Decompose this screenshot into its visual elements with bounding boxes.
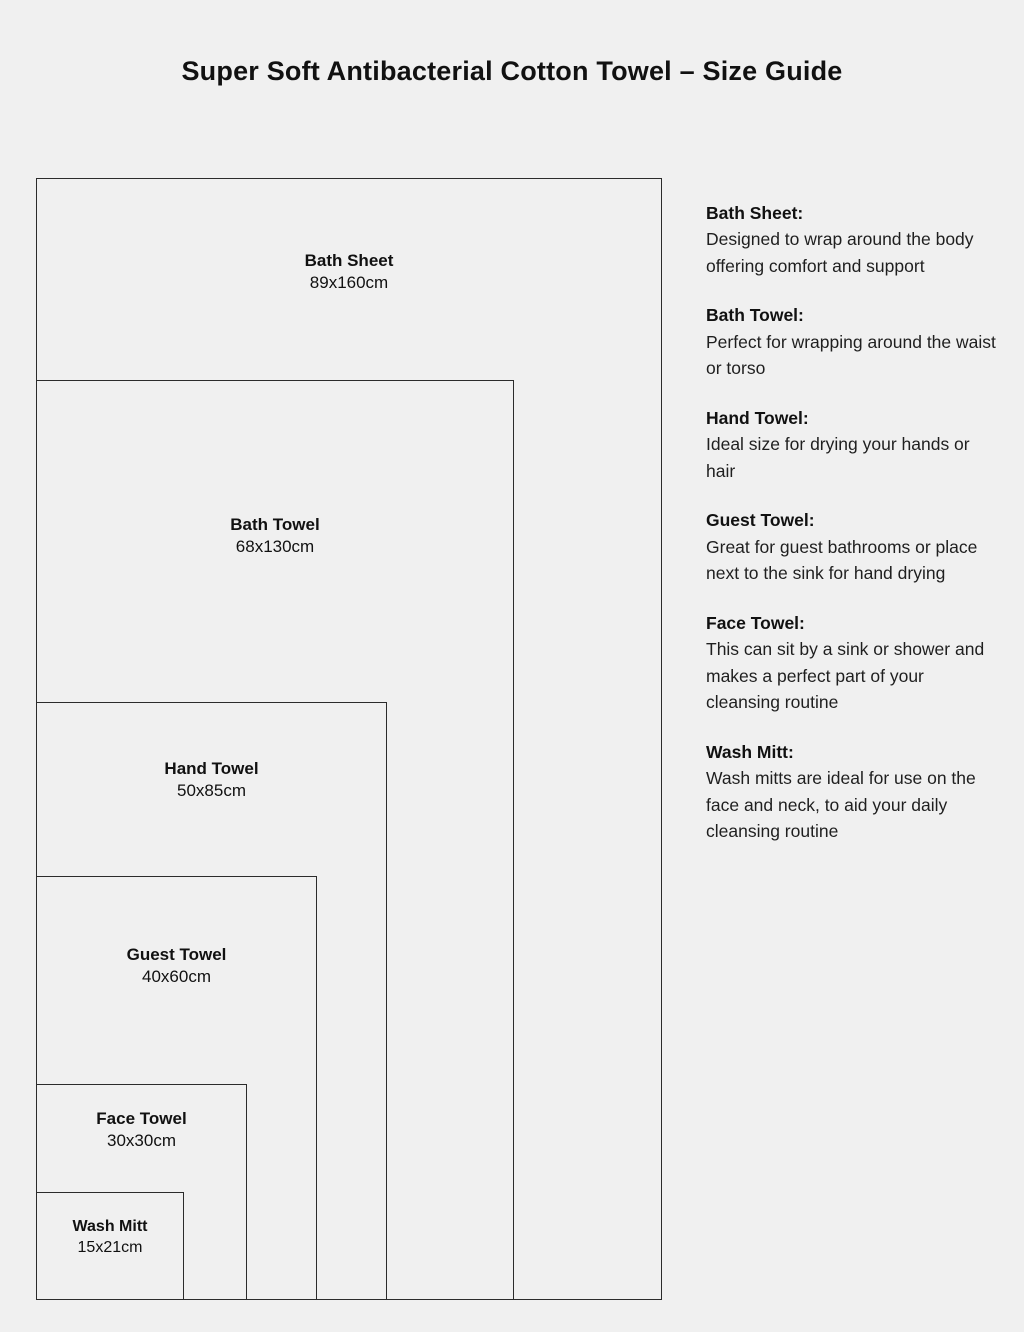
legend-term-bath-towel: Bath Towel: — [706, 305, 804, 326]
legend-desc-bath-towel: Perfect for wrapping around the waist or torso — [706, 331, 996, 379]
towel-size-diagram — [36, 178, 662, 1300]
towel-name-guest-towel: Guest Towel — [126, 945, 227, 964]
legend-entry-wash-mitt — [706, 739, 996, 845]
towel-dims-face-towel: 30x30cm — [107, 1131, 176, 1151]
legend-entry-bath-sheet — [706, 200, 996, 279]
legend-term-wash-mitt: Wash Mitt: — [706, 741, 794, 762]
towel-name-wash-mitt: Wash Mitt — [72, 1218, 148, 1235]
towel-label-guest-towel — [36, 944, 317, 989]
legend-term-face-towel: Face Towel: — [706, 612, 805, 633]
towel-dims-bath-sheet: 89x160cm — [309, 273, 389, 293]
legend-term-hand-towel: Hand Towel: — [706, 407, 809, 428]
towel-dims-hand-towel: 50x85cm — [177, 781, 246, 801]
legend-term-guest-towel: Guest Towel: — [706, 510, 815, 531]
towel-dims-wash-mitt: 15x21cm — [77, 1239, 143, 1257]
legend-entry-guest-towel — [706, 507, 996, 586]
legend — [706, 200, 996, 868]
towel-label-bath-towel — [36, 514, 514, 559]
legend-desc-bath-sheet: Designed to wrap around the body offering comfort and support — [706, 229, 974, 276]
legend-desc-hand-towel: Ideal size for drying your hands or hair — [706, 434, 970, 481]
page-title: Super Soft Antibacterial Cotton Towel – Size Guide — [181, 56, 843, 86]
legend-entry-face-towel — [706, 610, 996, 716]
towel-label-face-towel — [36, 1108, 247, 1153]
legend-desc-face-towel: This can sit by a sink or shower and makes a perfect part of your cleansing routine — [706, 639, 985, 713]
legend-desc-wash-mitt: Wash mitts are ideal for use on the face and neck, to aid your daily cleansing routine — [706, 768, 976, 842]
towel-label-hand-towel — [36, 758, 387, 803]
towel-name-face-towel: Face Towel — [96, 1109, 187, 1128]
legend-desc-guest-towel: Great for guest bathrooms or place next to the sink for hand drying — [706, 536, 978, 584]
legend-entry-hand-towel — [706, 405, 996, 484]
towel-name-hand-towel: Hand Towel — [164, 759, 259, 778]
towel-name-bath-sheet: Bath Sheet — [304, 251, 394, 270]
towel-label-wash-mitt — [36, 1216, 184, 1258]
legend-term-bath-sheet: Bath Sheet: — [706, 203, 804, 223]
towel-label-bath-sheet — [36, 250, 662, 295]
towel-dims-bath-towel: 68x130cm — [235, 537, 315, 557]
legend-entry-bath-towel — [706, 302, 996, 381]
towel-dims-guest-towel: 40x60cm — [142, 967, 211, 987]
towel-name-bath-towel: Bath Towel — [230, 515, 320, 534]
